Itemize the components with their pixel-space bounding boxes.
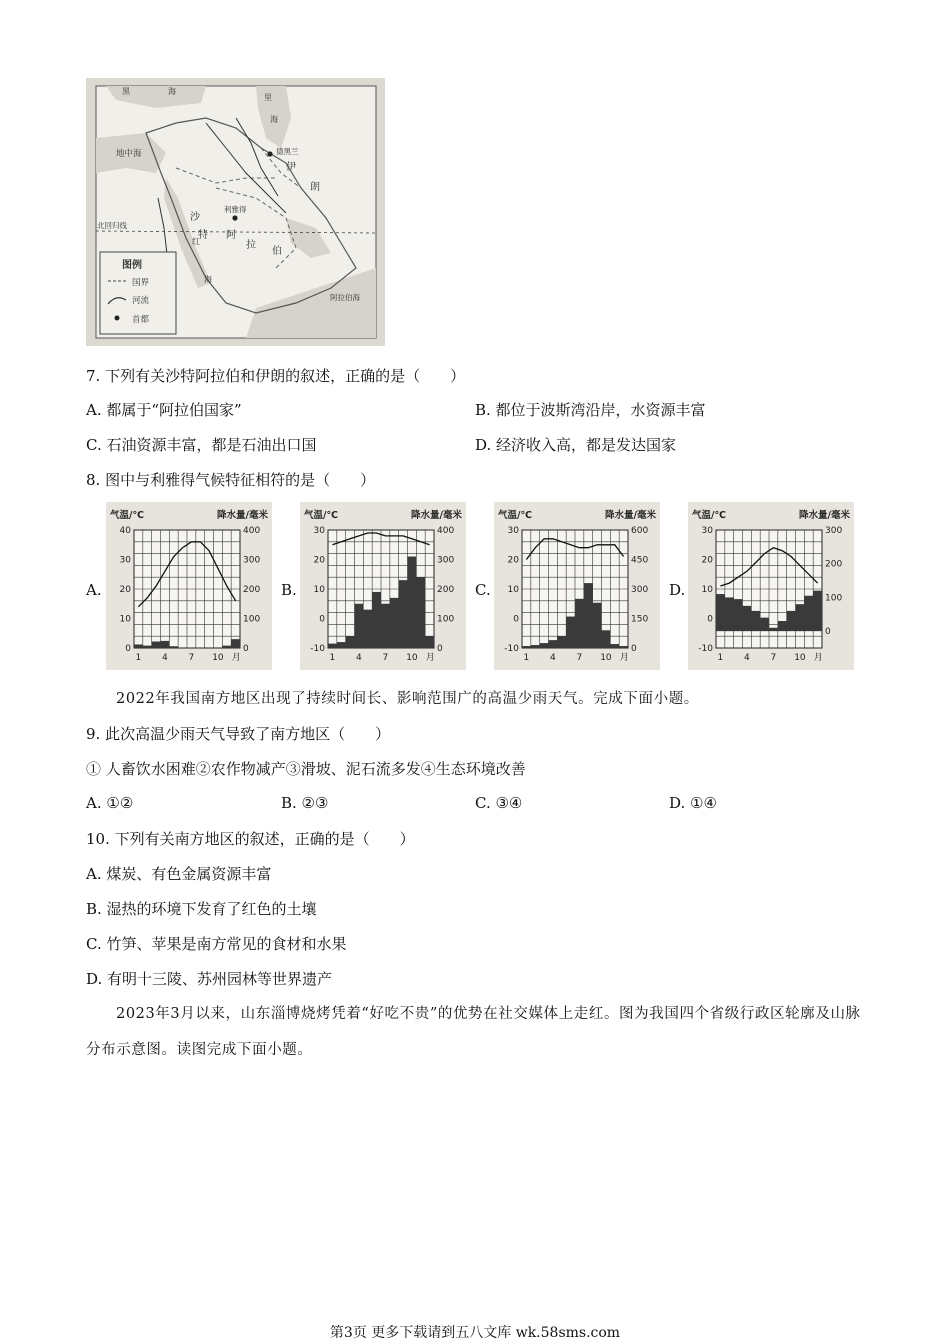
precipitation-bar (584, 583, 593, 648)
caspian-label-2: 海 (270, 115, 278, 124)
climate-chart-c (494, 502, 660, 670)
precipitation-bar (540, 643, 549, 648)
month-axis-label: 月 (231, 653, 241, 663)
precip-tick-label: 300 (243, 555, 261, 566)
temp-tick-label: 10 (313, 585, 325, 595)
month-axis-label: 月 (619, 653, 629, 663)
q9-option-c: C. ③④ (475, 794, 523, 812)
temp-tick-label: 0 (319, 614, 325, 625)
q9-option-d: D. ①④ (669, 794, 717, 812)
precipitation-bar (813, 591, 822, 631)
precip-tick-label: 150 (631, 614, 649, 625)
saudi-label-5: 伯 (272, 246, 282, 257)
precip-tick-label: 400 (437, 526, 455, 536)
q9-option-b: B. ②③ (281, 794, 329, 812)
month-tick-label: 4 (356, 653, 362, 663)
climate-chart-d (688, 502, 854, 670)
precip-tick-label: 100 (243, 614, 261, 625)
precip-tick-label: 200 (437, 585, 455, 595)
precipitation-bar (363, 610, 372, 648)
tehran-label: 德黑兰 (276, 147, 299, 156)
month-tick-label: 4 (744, 653, 750, 663)
precip-tick-label: 300 (631, 585, 649, 595)
precip-tick-label: 100 (825, 593, 843, 604)
climate-chart-svg (106, 502, 272, 670)
q8-label-a: A. (86, 581, 102, 599)
arabian-sea-label: 阿拉伯海 (330, 293, 360, 302)
precipitation-bar (566, 617, 575, 648)
temp-tick-label: 10 (701, 585, 713, 595)
q7-stem: 7. 下列有关沙特阿拉伯和伊朗的叙述，正确的是（ ） (86, 367, 466, 385)
intro-paragraph-1: 2022年我国南方地区出现了持续时间长、影响范围广的高温少雨天气。完成下面小题。 (116, 691, 699, 707)
precipitation-bar (337, 642, 346, 648)
precipitation-bar (796, 604, 805, 631)
temp-tick-label: -10 (504, 644, 519, 654)
month-tick-label: 7 (576, 653, 583, 663)
legend-border-label: 国界 (132, 278, 150, 288)
temp-axis-label: 气温/℃ (498, 510, 532, 521)
precipitation-bar (751, 611, 760, 631)
precipitation-bar (152, 642, 161, 648)
precipitation-bar (161, 641, 170, 648)
q7-option-c: C. 石油资源丰富，都是石油出口国 (86, 436, 317, 454)
precip-tick-label: 600 (631, 526, 649, 536)
red-sea-label-1: 红 (192, 237, 200, 246)
precip-tick-label: 300 (825, 526, 843, 536)
precipitation-bar (557, 636, 566, 648)
precipitation-bar (778, 621, 787, 631)
precipitation-bar (610, 644, 619, 648)
q8-label-c: C. (475, 581, 491, 599)
saudi-label-3: 阿 (226, 230, 236, 241)
q10-option-c: C. 竹笋、苹果是南方常见的食材和水果 (86, 935, 347, 953)
precipitation-bar (169, 646, 178, 648)
saudi-label-4: 拉 (246, 240, 256, 251)
caspian-label: 里 (264, 93, 272, 102)
precipitation-bar (214, 647, 223, 648)
temp-tick-label: 0 (707, 614, 713, 625)
precip-axis-label: 降水量/毫米 (217, 510, 268, 521)
precipitation-bar (593, 603, 602, 648)
precip-tick-label: 0 (825, 627, 831, 638)
precipitation-bar (372, 592, 381, 648)
precipitation-bar (222, 646, 231, 648)
month-axis-label: 月 (425, 653, 435, 663)
q7-option-b: B. 都位于波斯湾沿岸，水资源丰富 (475, 401, 706, 419)
q9-items: ① 人畜饮水困难②农作物减产③滑坡、泥石流多发④生态环境改善 (86, 760, 526, 778)
temp-tick-label: 0 (513, 614, 519, 625)
q9-option-a: A. ①② (86, 794, 134, 812)
q10-option-b: B. 湿热的环境下发育了红色的土壤 (86, 900, 317, 918)
precip-axis-label: 降水量/毫米 (411, 510, 462, 521)
saudi-label-2: 特 (198, 230, 208, 241)
month-tick-label: 1 (135, 653, 142, 663)
tehran-capital-icon (267, 151, 272, 156)
intro-paragraph-2: 2023年3月以来，山东淄博烧烤凭着“好吃不贵”的优势在社交媒体上走红。图为我国四个省级行政区轮廓及山脉分布示意图。读图完成下面小题。 (86, 1006, 861, 1058)
precipitation-bar (531, 645, 540, 648)
legend-river-label: 河流 (132, 296, 150, 306)
map-legend (100, 252, 176, 334)
tropic-label: 北回归线 (97, 221, 127, 230)
month-tick-label: 10 (600, 653, 612, 663)
red-sea-label-2: 海 (204, 275, 212, 284)
page-footer: 第3页 更多下载请到五八文库 wk.58sms.com (329, 1325, 621, 1341)
black-sea-label: 黑 (122, 87, 130, 96)
q8-label-d: D. (669, 581, 686, 599)
temp-axis-label: 气温/℃ (692, 510, 726, 521)
riyadh-capital-icon (232, 215, 237, 220)
temp-tick-label: 30 (313, 526, 325, 536)
precip-tick-label: 0 (243, 644, 249, 654)
precip-tick-label: 450 (631, 555, 649, 566)
temp-tick-label: -10 (310, 644, 325, 654)
saudi-label-1: 沙 (190, 212, 200, 223)
precipitation-bar (619, 646, 628, 648)
q10-option-d: D. 有明十三陵、苏州园林等世界遗产 (86, 970, 333, 988)
precipitation-bar (328, 644, 337, 648)
month-tick-label: 1 (523, 653, 530, 663)
precipitation-bar (416, 577, 425, 648)
precipitation-bar (390, 598, 399, 648)
climate-chart-svg (688, 502, 854, 670)
precip-tick-label: 0 (437, 644, 443, 654)
precip-tick-label: 200 (825, 559, 843, 570)
precip-tick-label: 100 (437, 614, 455, 625)
temp-tick-label: 20 (119, 585, 131, 595)
precipitation-bar (522, 646, 531, 648)
q9-stem: 9. 此次高温少雨天气导致了南方地区（ ） (86, 725, 391, 743)
temp-axis-label: 气温/℃ (110, 510, 144, 521)
q10-stem: 10. 下列有关南方地区的叙述，正确的是（ ） (86, 830, 415, 848)
climate-chart-b (300, 502, 466, 670)
precipitation-bar (143, 646, 152, 648)
climate-chart-a (106, 502, 272, 670)
precipitation-bar (787, 611, 796, 631)
month-tick-label: 4 (162, 653, 168, 663)
month-tick-label: 10 (794, 653, 806, 663)
temp-tick-label: 0 (125, 644, 131, 654)
precipitation-bar (760, 618, 769, 631)
month-tick-label: 1 (717, 653, 724, 663)
temp-axis-label: 气温/℃ (304, 510, 338, 521)
precip-tick-label: 0 (631, 644, 637, 654)
month-tick-label: 7 (770, 653, 777, 663)
q7-option-d: D. 经济收入高，都是发达国家 (475, 436, 677, 454)
temp-tick-label: 20 (701, 555, 713, 566)
precipitation-bar (549, 640, 558, 648)
precipitation-bar (725, 597, 734, 631)
precipitation-bar (399, 580, 408, 648)
precipitation-bar (355, 604, 364, 648)
temp-tick-label: 30 (701, 526, 713, 536)
precipitation-bar (425, 636, 434, 648)
iran-label-1: 伊 (286, 162, 296, 173)
precip-tick-label: 300 (437, 555, 455, 566)
precip-tick-label: 400 (243, 526, 261, 536)
temp-tick-label: 40 (119, 526, 131, 536)
month-tick-label: 7 (188, 653, 195, 663)
q8-label-b: B. (281, 581, 297, 599)
month-tick-label: 4 (550, 653, 556, 663)
precipitation-bar (575, 599, 584, 648)
mediterranean-label: 地中海 (116, 149, 142, 159)
temp-tick-label: 20 (313, 555, 325, 566)
precip-axis-label: 降水量/毫米 (605, 510, 656, 521)
month-tick-label: 1 (329, 653, 336, 663)
temp-tick-label: 20 (507, 555, 519, 566)
riyadh-label: 利雅得 (224, 205, 247, 214)
temp-tick-label: 10 (119, 614, 131, 625)
legend-title: 图例 (122, 260, 142, 271)
capital-legend-icon (115, 316, 120, 321)
precipitation-bar (381, 604, 390, 648)
climate-chart-svg (300, 502, 466, 670)
precipitation-bar (602, 630, 611, 648)
precipitation-bar (408, 557, 417, 648)
month-tick-label: 10 (406, 653, 418, 663)
month-axis-label: 月 (813, 653, 823, 663)
q7-option-a: A. 都属于“阿拉伯国家” (86, 401, 242, 419)
map-svg (86, 78, 385, 346)
precip-axis-label: 降水量/毫米 (799, 510, 850, 521)
legend-capital-label: 首都 (132, 315, 150, 325)
precipitation-bar (346, 636, 355, 648)
black-sea-label-2: 海 (168, 87, 176, 96)
temp-tick-label: 30 (507, 526, 519, 536)
climate-chart-svg (494, 502, 660, 670)
q10-option-a: A. 煤炭、有色金属资源丰富 (86, 865, 272, 883)
temp-tick-label: -10 (698, 644, 713, 654)
q8-stem: 8. 图中与利雅得气候特征相符的是（ ） (86, 471, 376, 489)
precipitation-bar (134, 644, 143, 648)
iran-label-2: 朗 (310, 182, 320, 193)
temp-tick-label: 10 (507, 585, 519, 595)
precipitation-bar (734, 599, 743, 631)
month-tick-label: 10 (212, 653, 224, 663)
month-tick-label: 7 (382, 653, 389, 663)
middle-east-map (86, 78, 385, 346)
precipitation-bar (716, 594, 725, 631)
precipitation-bar (769, 628, 778, 631)
temp-tick-label: 30 (119, 555, 131, 566)
precipitation-bar (804, 596, 813, 631)
precip-tick-label: 200 (243, 585, 261, 595)
precipitation-bar (743, 606, 752, 631)
precipitation-bar (231, 639, 240, 648)
